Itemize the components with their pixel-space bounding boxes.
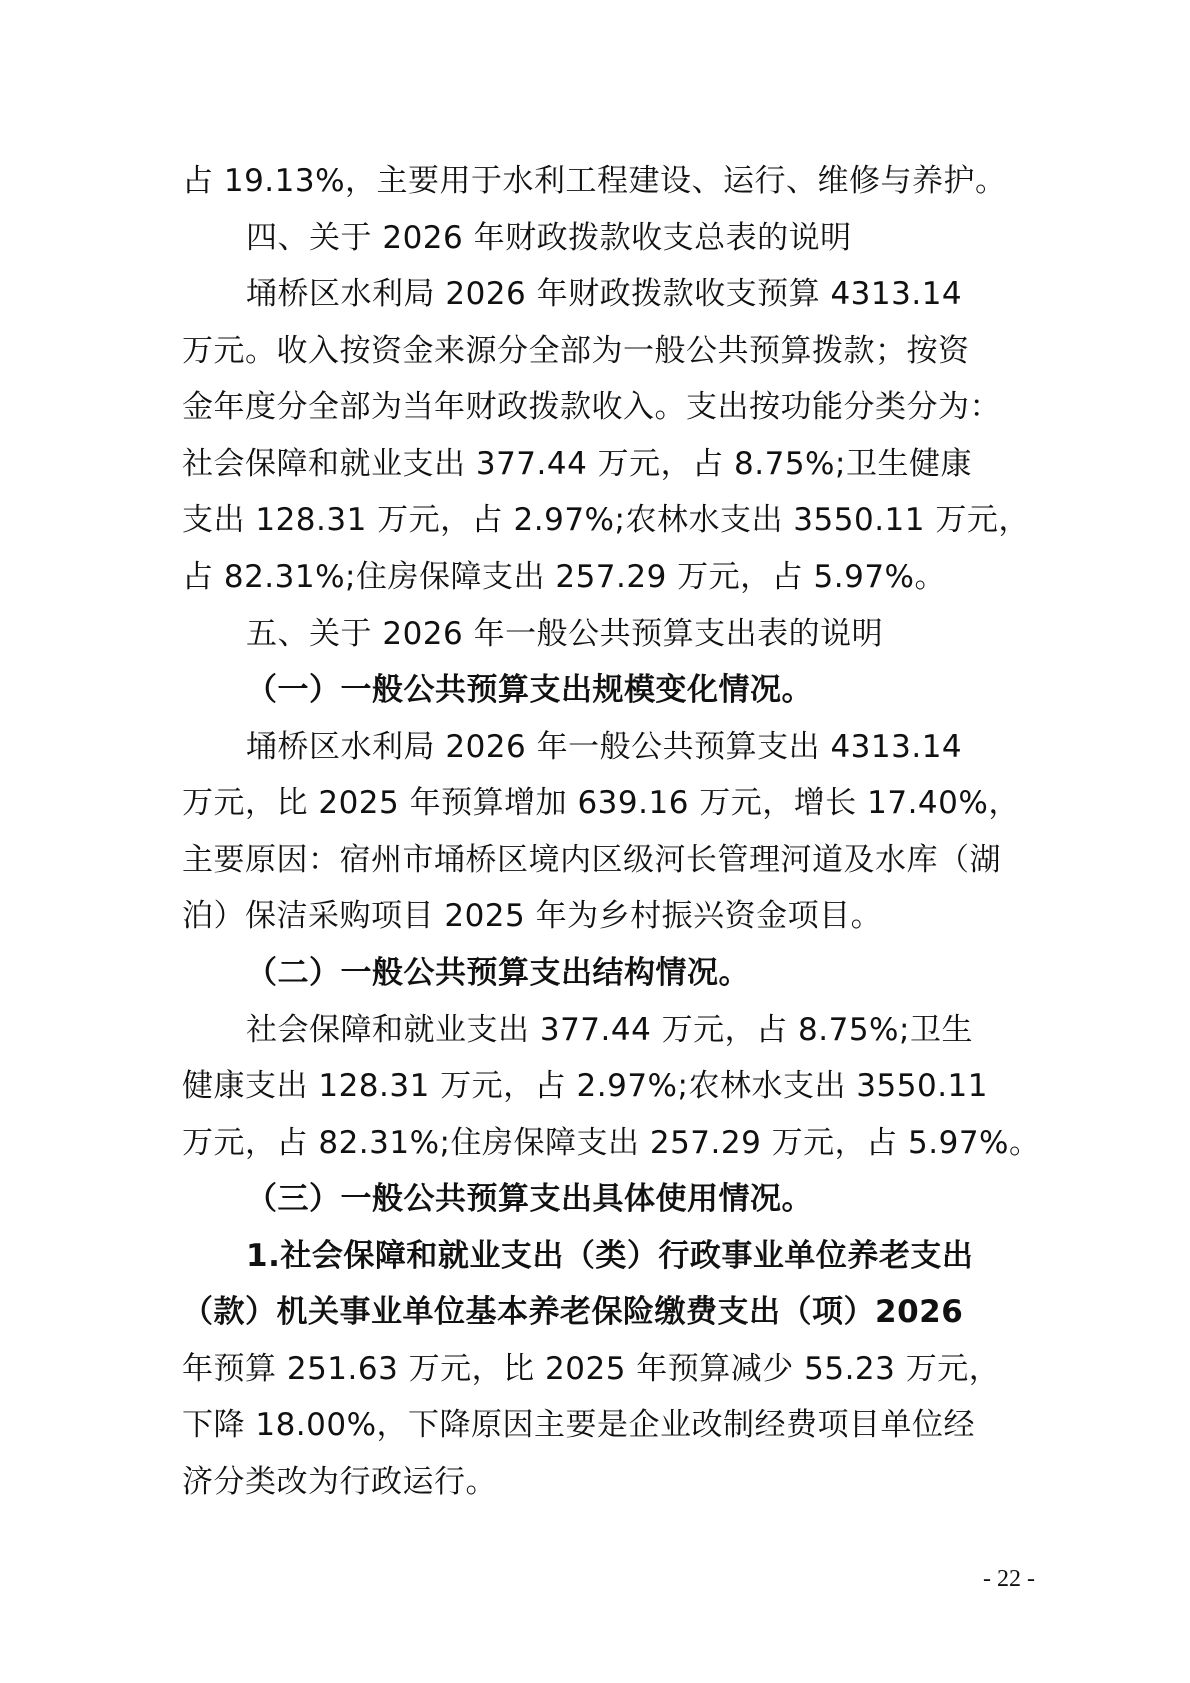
body-text-line: 埇桥区水利局 2026 年财政拨款收支预算 4313.14: [246, 276, 963, 312]
page-number: - 22 -: [983, 1566, 1035, 1592]
subsection-heading: （二）一般公共预算支出结构情况。: [246, 955, 750, 991]
item-heading: 1.社会保障和就业支出（类）行政事业单位养老支出: [246, 1238, 974, 1274]
body-text-line: 支出 128.31 万元，占 2.97%;农林水支出 3550.11 万元，: [182, 502, 1030, 538]
body-text-line: 占 19.13%，主要用于水利工程建设、运行、维修与养护。: [182, 163, 1007, 199]
body-text-line: 年预算 251.63 万元，比 2025 年预算减少 55.23 万元，: [182, 1351, 1001, 1387]
body-text-line: 埇桥区水利局 2026 年一般公共预算支出 4313.14: [246, 729, 963, 765]
subsection-heading: （三）一般公共预算支出具体使用情况。: [246, 1181, 813, 1217]
body-text-line: 占 82.31%;住房保障支出 257.29 万元，占 5.97%。: [182, 559, 947, 595]
body-text-line: 济分类改为行政运行。: [182, 1464, 497, 1500]
item-heading-continuation: （款）机关事业单位基本养老保险缴费支出（项）2026: [182, 1294, 964, 1330]
body-text-line: 泊）保洁采购项目 2025 年为乡村振兴资金项目。: [182, 898, 883, 934]
body-text-line: 金年度分全部为当年财政拨款收入。支出按功能分类分为：: [182, 389, 1001, 425]
body-text-line: 社会保障和就业支出 377.44 万元，占 8.75%;卫生健康: [182, 446, 972, 482]
body-text-line: 下降 18.00%，下降原因主要是企业改制经费项目单位经: [182, 1407, 976, 1443]
body-text-line: 万元，比 2025 年预算增加 639.16 万元，增长 17.40%，: [182, 785, 1020, 821]
body-text-line: 主要原因：宿州市埇桥区境内区级河长管理河道及水库（湖: [182, 842, 1001, 878]
section-heading: 五、关于 2026 年一般公共预算支出表的说明: [246, 616, 884, 652]
body-text-line: 万元，占 82.31%;住房保障支出 257.29 万元，占 5.97%。: [182, 1125, 1041, 1161]
body-text-line: 社会保障和就业支出 377.44 万元，占 8.75%;卫生: [246, 1012, 973, 1048]
body-text-line: 万元。收入按资金来源分全部为一般公共预算拨款；按资: [182, 333, 970, 369]
subsection-heading: （一）一般公共预算支出规模变化情况。: [246, 672, 813, 708]
section-heading: 四、关于 2026 年财政拨款收支总表的说明: [246, 220, 852, 256]
body-text-line: 健康支出 128.31 万元，占 2.97%;农林水支出 3550.11: [182, 1068, 989, 1104]
